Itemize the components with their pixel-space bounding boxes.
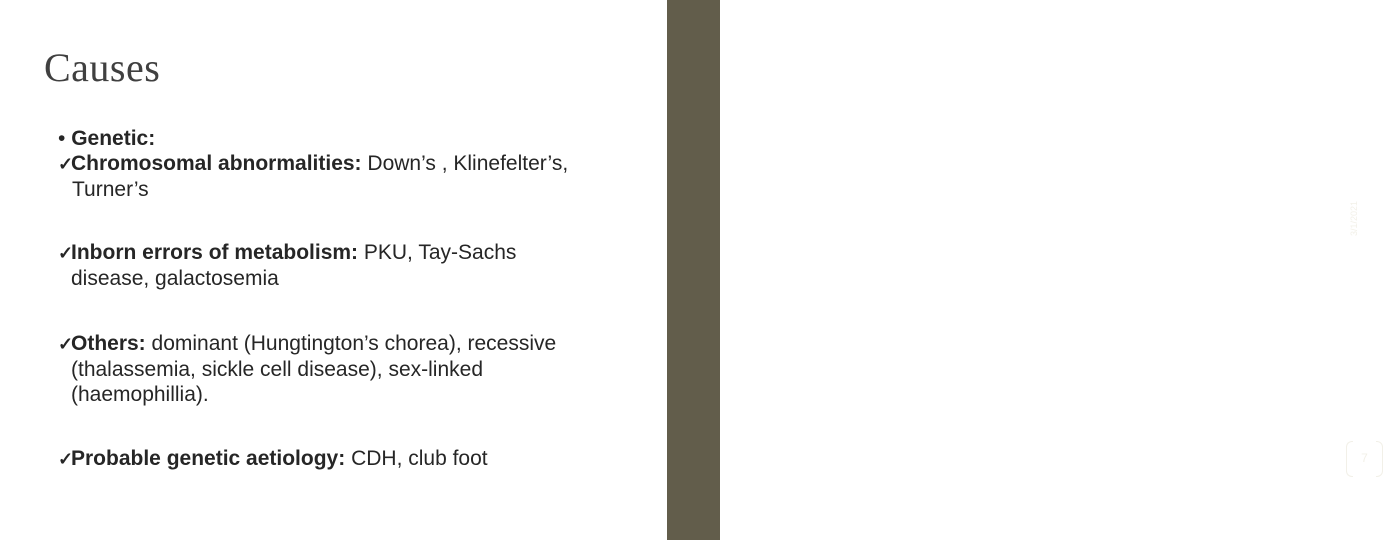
- item-continuation: (thalassemia, sickle cell disease), sex-linked: [71, 358, 483, 381]
- item-text: CDH, club foot: [345, 447, 488, 470]
- right-bracket: [1376, 441, 1383, 477]
- item-heading: Chromosomal abnormalities:: [71, 152, 362, 175]
- item-text: dominant (Hungtington’s chorea), recessive: [145, 332, 557, 355]
- checkmark-icon: ✓: [58, 154, 74, 174]
- item-heading: Probable genetic aetiology:: [71, 447, 346, 470]
- slide-title: Causes: [44, 45, 161, 90]
- page-number: 7: [1361, 451, 1368, 465]
- item-continuation: Turner’s: [72, 178, 149, 201]
- item-heading: Inborn errors of metabolism:: [71, 241, 359, 264]
- bullet-label: Genetic:: [71, 127, 156, 150]
- list-item: [58, 240, 658, 291]
- list-item: [58, 151, 658, 202]
- slide-body: [58, 126, 658, 472]
- item-continuation: disease, galactosemia: [71, 267, 279, 290]
- list-item: [58, 446, 658, 472]
- bullet-genetic: [58, 126, 658, 151]
- list-item: [58, 331, 658, 407]
- checkmark-icon: ✓: [58, 334, 74, 354]
- item-text: Down’s , Klinefelter’s,: [361, 152, 569, 175]
- sidebar-band: [667, 0, 1368, 540]
- item-text: PKU, Tay-Sachs: [358, 241, 517, 264]
- item-continuation: (haemophillia).: [71, 383, 209, 406]
- item-heading: Others:: [71, 332, 146, 355]
- page-number-badge: [1346, 441, 1383, 477]
- checkmark-icon: ✓: [58, 243, 74, 263]
- bullet-marker: •: [58, 127, 66, 150]
- slide-date: 3/1/2021: [1349, 200, 1359, 236]
- checkmark-icon: ✓: [58, 449, 74, 469]
